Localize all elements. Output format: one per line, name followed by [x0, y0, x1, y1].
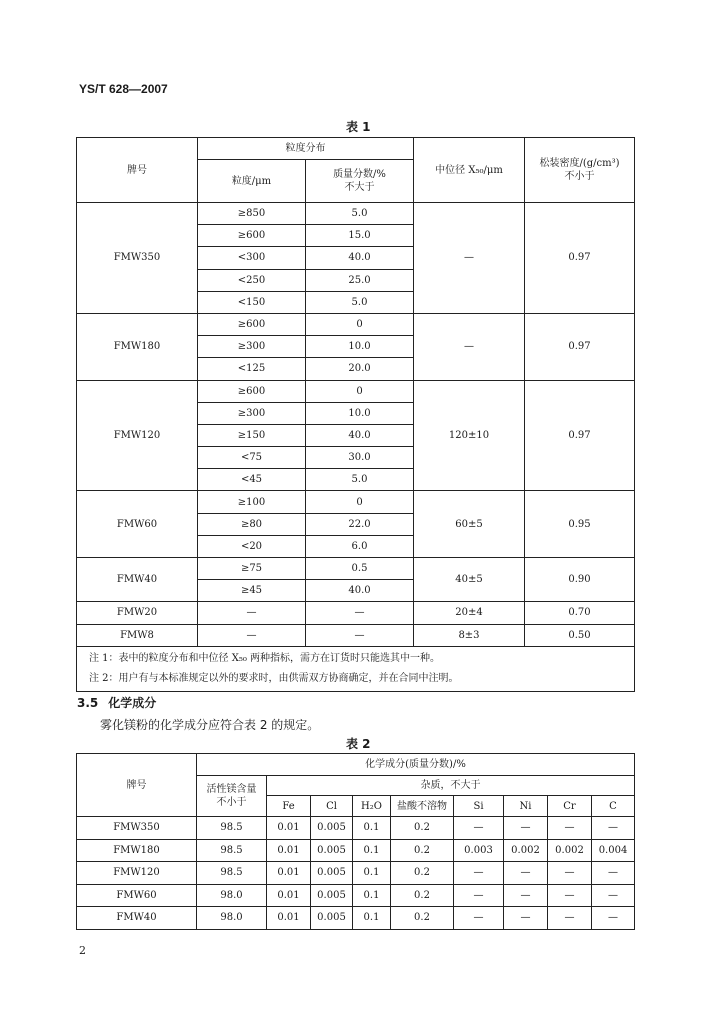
value-cell: 0.1	[353, 839, 391, 862]
t1-header-grade: 牌号	[77, 138, 198, 203]
particle-size-cell: ≥100	[198, 491, 306, 513]
mass-fraction-cell: 40.0	[306, 424, 414, 446]
value-cell: 0.2	[391, 884, 454, 907]
element-header: C	[592, 796, 635, 817]
table-row	[77, 839, 635, 862]
value-cell: 0.1	[353, 907, 391, 930]
value-cell: 0.005	[311, 839, 353, 862]
density-cell: 0.95	[525, 491, 635, 558]
value-cell: 0.003	[454, 839, 504, 862]
median-cell: 20±4	[414, 602, 525, 624]
mass-fraction-cell: —	[306, 624, 414, 646]
value-cell: 0.01	[267, 907, 311, 930]
mass-fraction-cell: 5.0	[306, 291, 414, 313]
median-cell: 40±5	[414, 558, 525, 602]
median-cell: 120±10	[414, 380, 525, 491]
mass-fraction-cell: 0	[306, 380, 414, 402]
particle-size-cell: ≥45	[198, 580, 306, 602]
element-header: Cl	[311, 796, 353, 817]
median-cell: 60±5	[414, 491, 525, 558]
table-row	[77, 884, 635, 907]
mass-fraction-cell: 15.0	[306, 225, 414, 247]
t1-header-median: 中位径 X₅₀/μm	[414, 138, 525, 203]
value-cell: —	[504, 907, 548, 930]
grade-cell: FMW350	[77, 203, 198, 314]
value-cell: —	[592, 862, 635, 885]
particle-size-cell: —	[198, 624, 306, 646]
value-cell: 0.2	[391, 907, 454, 930]
element-header: 盐酸不溶物	[391, 796, 454, 817]
value-cell: —	[592, 907, 635, 930]
value-cell: 98.0	[197, 884, 267, 907]
density-cell: 0.50	[525, 624, 635, 646]
value-cell: 0.1	[353, 862, 391, 885]
t2-header-grade: 牌号	[77, 754, 197, 817]
particle-size-cell: ≥300	[198, 402, 306, 424]
table-row	[77, 862, 635, 885]
mass-fraction-cell: 0	[306, 491, 414, 513]
value-cell: 98.5	[197, 817, 267, 840]
table2-caption: 表 2	[346, 737, 371, 751]
value-cell: 0.002	[504, 839, 548, 862]
value-cell: —	[454, 884, 504, 907]
value-cell: 0.002	[548, 839, 592, 862]
table-row	[77, 203, 635, 225]
grade-cell: FMW180	[77, 313, 198, 380]
particle-size-cell: <150	[198, 291, 306, 313]
value-cell: 0.005	[311, 817, 353, 840]
value-cell: 98.5	[197, 839, 267, 862]
particle-size-cell: ≥300	[198, 336, 306, 358]
grade-cell: FMW60	[77, 884, 197, 907]
value-cell: —	[592, 884, 635, 907]
mass-fraction-cell: 40.0	[306, 580, 414, 602]
table-row	[77, 380, 635, 402]
value-cell: 0.2	[391, 817, 454, 840]
t2-header-active-mg-label: 活性镁含量	[206, 784, 257, 795]
value-cell: 0.005	[311, 862, 353, 885]
t1-header-density	[525, 138, 635, 203]
density-cell: 0.90	[525, 558, 635, 602]
table-row	[77, 313, 635, 335]
density-cell: 0.97	[525, 203, 635, 314]
value-cell: —	[504, 817, 548, 840]
table1-notes	[77, 646, 635, 691]
particle-size-cell: —	[198, 602, 306, 624]
table-note: 注 2：用户有与本标准规定以外的要求时，由供需双方协商确定，并在合同中注明。	[89, 672, 459, 684]
element-header: Cr	[548, 796, 592, 817]
table-row	[77, 907, 635, 930]
value-cell: —	[504, 884, 548, 907]
particle-size-cell: ≥600	[198, 380, 306, 402]
value-cell: 0.2	[391, 862, 454, 885]
t2-header-impurity: 杂质，不大于	[267, 776, 635, 796]
grade-cell: FMW120	[77, 380, 198, 491]
element-header: Ni	[504, 796, 548, 817]
value-cell: 0.1	[353, 884, 391, 907]
t1-header-size: 粒度/μm	[198, 160, 306, 203]
t2-header-chem: 化学成分(质量分数)/%	[197, 754, 635, 776]
table-row	[77, 624, 635, 646]
particle-size-cell: ≥80	[198, 513, 306, 535]
value-cell: 0.2	[391, 839, 454, 862]
mass-fraction-cell: 10.0	[306, 402, 414, 424]
element-header: Fe	[267, 796, 311, 817]
grade-cell: FMW40	[77, 907, 197, 930]
particle-size-cell: ≥600	[198, 313, 306, 335]
value-cell: 98.5	[197, 862, 267, 885]
mass-fraction-cell: 5.0	[306, 469, 414, 491]
table-note: 注 1：表中的粒度分布和中位径 X₅₀ 两种指标，需方在订货时只能选其中一种。	[89, 652, 441, 664]
mass-fraction-cell: 5.0	[306, 203, 414, 225]
median-cell: —	[414, 313, 525, 380]
t1-header-fraction-label: 质量分数/%	[333, 169, 386, 180]
particle-size-cell: ≥850	[198, 203, 306, 225]
value-cell: 0.004	[592, 839, 635, 862]
page-number: 2	[79, 944, 86, 957]
median-cell: 8±3	[414, 624, 525, 646]
t1-header-density-note: 不小于	[564, 171, 595, 182]
value-cell: 98.0	[197, 907, 267, 930]
median-cell: —	[414, 203, 525, 314]
table-row	[77, 558, 635, 580]
particle-size-cell: <75	[198, 447, 306, 469]
mass-fraction-cell: 20.0	[306, 358, 414, 380]
value-cell: —	[548, 907, 592, 930]
mass-fraction-cell: 30.0	[306, 447, 414, 469]
table-1	[76, 137, 635, 692]
table-row	[77, 817, 635, 840]
mass-fraction-cell: 10.0	[306, 336, 414, 358]
grade-cell: FMW8	[77, 624, 198, 646]
particle-size-cell: <45	[198, 469, 306, 491]
t1-header-density-label: 松装密度/(g/cm³)	[539, 158, 620, 169]
value-cell: —	[592, 817, 635, 840]
value-cell: —	[548, 862, 592, 885]
t2-header-active-mg-note: 不小于	[216, 797, 247, 808]
element-header: H₂O	[353, 796, 391, 817]
mass-fraction-cell: 40.0	[306, 247, 414, 269]
mass-fraction-cell: 22.0	[306, 513, 414, 535]
element-header: Si	[454, 796, 504, 817]
t1-header-fraction	[306, 160, 414, 203]
particle-size-cell: <300	[198, 247, 306, 269]
density-cell: 0.97	[525, 380, 635, 491]
t1-header-particle-dist: 粒度分布	[198, 138, 414, 160]
section-title: 化学成分	[108, 696, 157, 710]
section-number: 3.5	[77, 696, 99, 710]
value-cell: —	[454, 907, 504, 930]
density-cell: 0.97	[525, 313, 635, 380]
mass-fraction-cell: 0.5	[306, 558, 414, 580]
value-cell: 0.01	[267, 839, 311, 862]
particle-size-cell: ≥600	[198, 225, 306, 247]
grade-cell: FMW60	[77, 491, 198, 558]
mass-fraction-cell: 0	[306, 313, 414, 335]
grade-cell: FMW20	[77, 602, 198, 624]
particle-size-cell: ≥75	[198, 558, 306, 580]
value-cell: 0.01	[267, 862, 311, 885]
value-cell: 0.005	[311, 907, 353, 930]
value-cell: 0.005	[311, 884, 353, 907]
grade-cell: FMW180	[77, 839, 197, 862]
particle-size-cell: <250	[198, 269, 306, 291]
table-2	[76, 753, 635, 930]
section-heading	[77, 694, 166, 711]
value-cell: —	[548, 817, 592, 840]
table-row	[77, 602, 635, 624]
mass-fraction-cell: 6.0	[306, 535, 414, 557]
particle-size-cell: <20	[198, 535, 306, 557]
value-cell: 0.1	[353, 817, 391, 840]
value-cell: 0.01	[267, 817, 311, 840]
section-paragraph: 雾化镁粉的化学成分应符合表 2 的规定。	[100, 718, 320, 732]
table1-caption: 表 1	[346, 120, 371, 134]
grade-cell: FMW40	[77, 558, 198, 602]
particle-size-cell: <125	[198, 358, 306, 380]
grade-cell: FMW120	[77, 862, 197, 885]
t2-header-active-mg	[197, 776, 267, 817]
value-cell: —	[454, 862, 504, 885]
standard-code: YS/T 628—2007	[79, 82, 168, 96]
t1-header-fraction-note: 不大于	[344, 182, 375, 193]
mass-fraction-cell: —	[306, 602, 414, 624]
value-cell: —	[454, 817, 504, 840]
density-cell: 0.70	[525, 602, 635, 624]
value-cell: —	[504, 862, 548, 885]
particle-size-cell: ≥150	[198, 424, 306, 446]
value-cell: 0.01	[267, 884, 311, 907]
value-cell: —	[548, 884, 592, 907]
grade-cell: FMW350	[77, 817, 197, 840]
mass-fraction-cell: 25.0	[306, 269, 414, 291]
table-row	[77, 491, 635, 513]
